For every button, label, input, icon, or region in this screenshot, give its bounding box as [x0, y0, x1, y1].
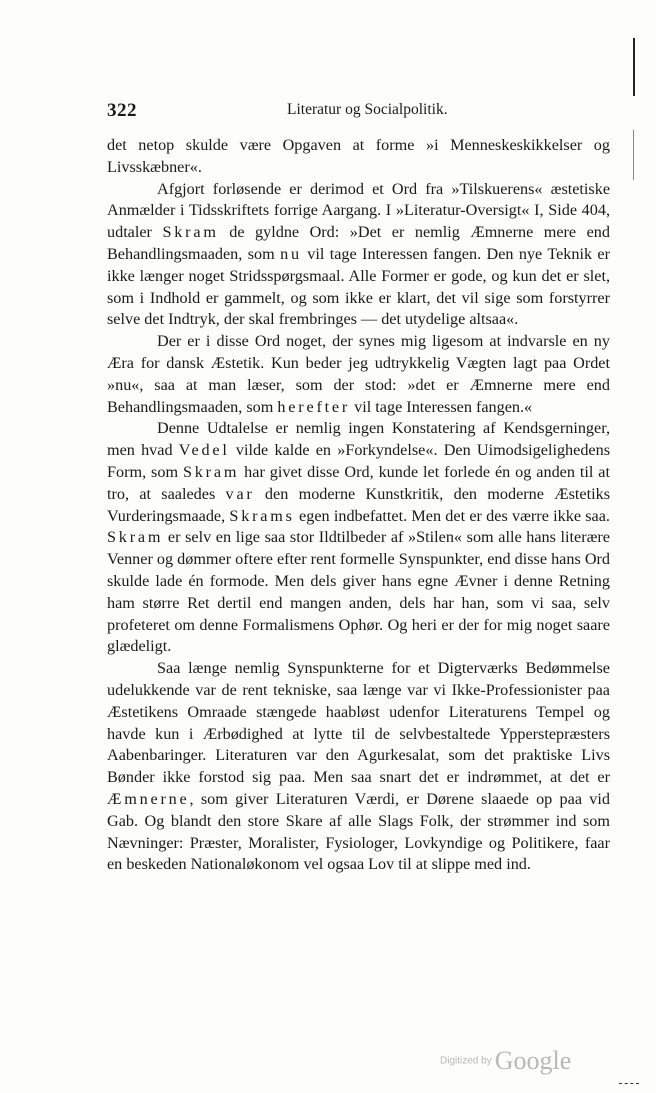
watermark-prefix: Digitized by — [440, 1055, 492, 1067]
emphasis-skram: Skram — [107, 528, 164, 547]
page-number: 322 — [107, 100, 137, 121]
emphasis-skram: Skram — [162, 223, 219, 242]
emphasis-skram: Skram — [182, 462, 240, 481]
paragraph-4: Denne Udtalelse er nemlig ingen Konstatering af Kendsgerninger, men hvad Vedel vilde kalde en »Forkyndelse«. Den Uimodsigelighedens Form, som Skram har givet disse Ord, kunde let forlede én og anden til at tro, at saaledes var den moderne Kunstkritik, den moderne Æstetiks Vurderingsmaade, Skrams egen indbefattet. Men det er des værre ikke saa. Skram er selv en lige saa stor Ildtilbeder af »Stilen« som alle hans literære Venner og dømmer oftere efter rent formelle Synspunkter, end disse hans Ord skulde lade én formode. Men dels giver hans egne Ævner i denne Retning ham større Ret dertil end mangen anden, dels har han, som vi saa, selv profeteret om denne Formalismens Ophør. Og heri er der for mig noget saare glædeligt. — [107, 419, 610, 656]
google-logo: Google — [494, 1046, 572, 1075]
emphasis-nu: nu — [280, 244, 302, 263]
scan-edge-mark — [633, 38, 635, 96]
running-title: Literatur og Socialpolitik. — [287, 101, 448, 118]
emphasis-herefter: herefter — [277, 397, 351, 416]
page-body — [107, 135, 610, 876]
scan-edge-mark-faint — [633, 130, 634, 180]
paragraph-3: Der er i disse Ord noget, der synes mig ligesom at indvarsle en ny Æra for dansk Æstetik. Kun beder jeg udtrykkelig Vægten lagt paa Ordet »nu«, saa at man læser, som der stod: »det er Æmnerne mere end Behandlingsmaaden, som herefter vil tage Interessen fangen.« — [107, 332, 610, 416]
digitized-by-google-watermark — [440, 1046, 590, 1078]
emphasis-vedel: Vedel — [178, 441, 230, 460]
emphasis-var: var — [225, 484, 255, 503]
paragraph-1: det netop skulde være Opgaven at forme »i Menneskeskikkelser og Livsskæbner«. — [107, 136, 610, 176]
page-header — [107, 100, 610, 122]
paragraph-2: Afgjort forløsende er derimod et Ord fra »Tilskuerens« æstetiske Anmælder i Tidsskriftets forrige Aargang. I »Literatur-Oversigt« I, Side 404, udtaler Skram de gyldne Ord: »Det er nemlig Æmnerne mere end Behandlingsmaaden, som nu vil tage Interessen fangen. Den nye Teknik er ikke længer noget Stridsspørgsmaal. Alle Former er gode, og kun det er slet, som i Indhold er gammelt, og som ikke er klart, det vil sige som forstyrrer selve det Indtryk, der skal frembringes — det utydelige altsaa«. — [107, 179, 610, 329]
emphasis-aemnerne: Æmnerne — [107, 789, 190, 808]
paragraph-5: Saa længe nemlig Synspunkterne for et Digterværks Bedømmelse udelukkende var de rent tekniske, saa længe var vi Ikke-Professionister paa Æstetikens Omraade stængede haabløst udenfor Literaturens Tempel og havde kun i Ærbødighed at lytte til de selvbestaltede Ypperstepræsters Aabenbaringer. Literaturen var den Agurkesalat, som det praktiske Livs Bønder ikke forstod sig paa. Men saa snart det er indrømmet, at det er Æmnerne, som giver Literaturen Værdi, er Dørene slaaede op paa vid Gab. Og blandt den store Skare af alle Slags Folk, der strømmer ind som Nævninger: Præster, Moralister, Fysiologer, Lovkyndige og Politikere, faar en beskeden Nationaløkonom vel ogsaa Lov til at slippe med ind. — [107, 659, 610, 874]
scan-corner-mark — [619, 1083, 639, 1086]
emphasis-skrams: Skrams — [229, 506, 295, 525]
